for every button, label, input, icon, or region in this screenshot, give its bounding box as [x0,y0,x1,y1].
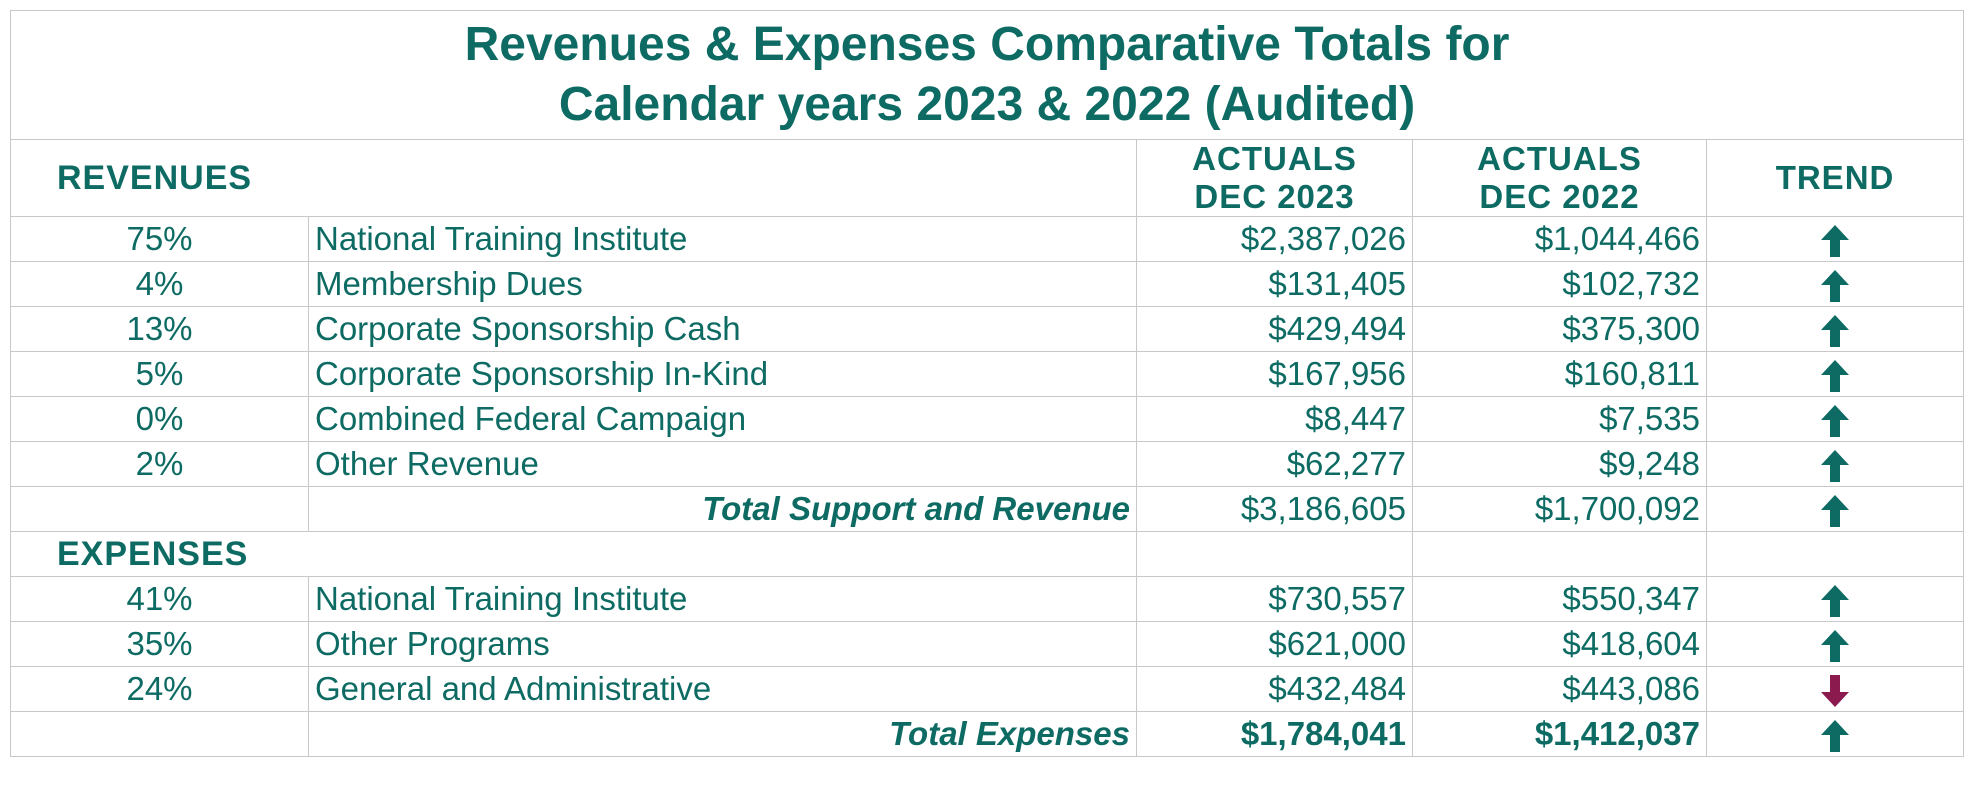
col-header-2022-line1: ACTUALS [1477,140,1642,177]
percent-cell: 5% [11,352,309,397]
title-line-2: Calendar years 2023 & 2022 (Audited) [558,78,1416,131]
line-item-label: Corporate Sponsorship In-Kind [309,352,1137,397]
amount-2022: $7,535 [1413,397,1707,442]
revenue-row [11,307,1964,352]
percent-cell: 35% [11,622,309,667]
revenue-rows [11,217,1964,487]
trend-up-icon [1820,270,1850,302]
expense-total-2023: $1,784,041 [1137,712,1413,757]
trend-cell [1707,667,1964,712]
amount-2022: $443,086 [1413,667,1707,712]
financial-summary [10,10,1963,757]
revenue-expense-table [10,10,1964,757]
trend-down-icon [1820,675,1850,707]
title-row [11,11,1964,140]
empty-cell [1707,532,1964,577]
line-item-label: Other Revenue [309,442,1137,487]
trend-cell [1707,397,1964,442]
trend-up-icon [1820,360,1850,392]
revenue-row [11,262,1964,307]
line-item-label: Combined Federal Campaign [309,397,1137,442]
amount-2023: $131,405 [1137,262,1413,307]
percent-cell: 4% [11,262,309,307]
trend-cell [1707,577,1964,622]
revenue-total-row [11,487,1964,532]
percent-cell: 24% [11,667,309,712]
trend-cell [1707,262,1964,307]
amount-2023: $429,494 [1137,307,1413,352]
expense-row [11,622,1964,667]
col-header-2023-line2: DEC 2023 [1194,178,1355,215]
col-header-2023 [1137,140,1413,217]
revenue-total-trend [1707,487,1964,532]
title-line-1: Revenues & Expenses Comparative Totals for [464,18,1510,71]
amount-2023: $8,447 [1137,397,1413,442]
expenses-heading-row [11,532,1964,577]
trend-cell [1707,622,1964,667]
line-item-label: General and Administrative [309,667,1137,712]
empty-cell [1137,532,1413,577]
trend-up-icon [1820,495,1850,527]
amount-2023: $621,000 [1137,622,1413,667]
percent-cell: 41% [11,577,309,622]
expense-total-2022: $1,412,037 [1413,712,1707,757]
amount-2022: $550,347 [1413,577,1707,622]
line-item-label: Corporate Sponsorship Cash [309,307,1137,352]
revenue-row [11,217,1964,262]
revenue-row [11,352,1964,397]
amount-2023: $730,557 [1137,577,1413,622]
empty-cell [11,712,309,757]
revenue-total-2023: $3,186,605 [1137,487,1413,532]
expense-total-label: Total Expenses [309,712,1137,757]
trend-up-icon [1820,405,1850,437]
trend-up-icon [1820,225,1850,257]
header-row [11,140,1964,217]
trend-cell [1707,217,1964,262]
revenue-row [11,397,1964,442]
amount-2022: $160,811 [1413,352,1707,397]
col-header-2023-line1: ACTUALS [1192,140,1357,177]
trend-up-icon [1820,315,1850,347]
amount-2022: $418,604 [1413,622,1707,667]
line-item-label: Other Programs [309,622,1137,667]
empty-cell [1413,532,1707,577]
amount-2022: $375,300 [1413,307,1707,352]
line-item-label: Membership Dues [309,262,1137,307]
amount-2022: $1,044,466 [1413,217,1707,262]
page-title [11,11,1964,140]
col-header-trend: TREND [1707,140,1964,217]
revenue-total-label: Total Support and Revenue [309,487,1137,532]
trend-cell [1707,352,1964,397]
amount-2023: $2,387,026 [1137,217,1413,262]
line-item-label: National Training Institute [309,577,1137,622]
percent-cell: 2% [11,442,309,487]
trend-up-icon [1820,720,1850,752]
trend-cell [1707,307,1964,352]
expenses-heading: EXPENSES [11,532,1137,577]
expense-total-row [11,712,1964,757]
col-header-2022 [1413,140,1707,217]
percent-cell: 75% [11,217,309,262]
percent-cell: 0% [11,397,309,442]
percent-cell: 13% [11,307,309,352]
amount-2023: $432,484 [1137,667,1413,712]
trend-up-icon [1820,630,1850,662]
expense-row [11,667,1964,712]
empty-cell [11,487,309,532]
revenue-total-2022: $1,700,092 [1413,487,1707,532]
amount-2023: $167,956 [1137,352,1413,397]
trend-cell [1707,442,1964,487]
expense-rows [11,577,1964,712]
line-item-label: National Training Institute [309,217,1137,262]
col-header-2022-line2: DEC 2022 [1479,178,1640,215]
revenue-row [11,442,1964,487]
trend-up-icon [1820,585,1850,617]
amount-2022: $9,248 [1413,442,1707,487]
expense-row [11,577,1964,622]
amount-2023: $62,277 [1137,442,1413,487]
amount-2022: $102,732 [1413,262,1707,307]
revenues-heading: REVENUES [11,140,1137,217]
trend-up-icon [1820,450,1850,482]
expense-total-trend [1707,712,1964,757]
